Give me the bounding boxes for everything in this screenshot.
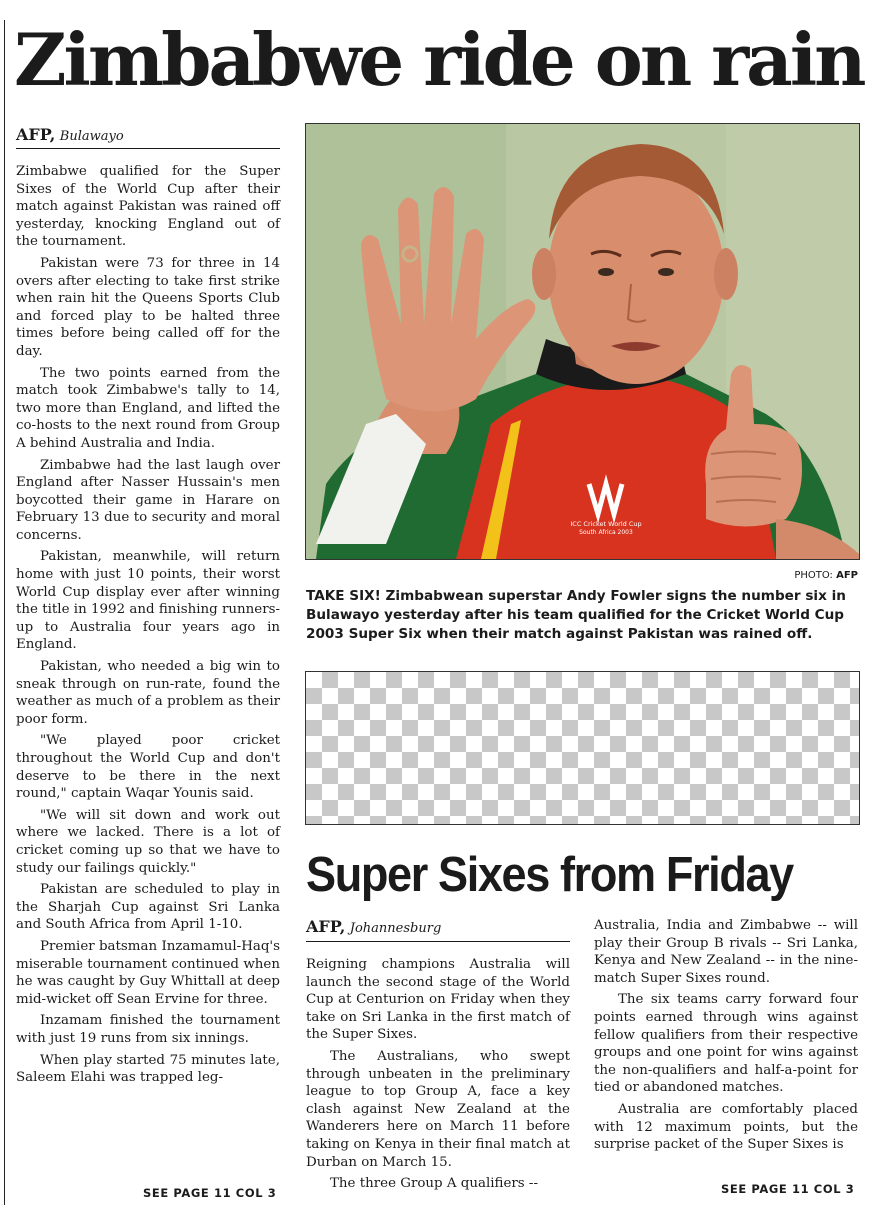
main-paragraph: Zimbabwe qualified for the Super Sixes of the World Cup after their match against Pakistan was rained off yesterday, knocking England out of the tournament. [16,164,280,250]
second-story-column-2 [594,917,858,1177]
news-photo [305,123,860,560]
page-left-rule [4,20,5,1205]
photo-credit-agency: AFP [836,570,858,581]
photo-credit-label: PHOTO: [794,570,833,581]
main-paragraph: Zimbabwe had the last laugh over England after Nasser Hussain's men boycotted their game in Harare on February 13 due to security and moral concerns. [16,457,280,543]
second-byline-rule [306,941,570,942]
second-paragraph: Reigning champions Australia will launch the second stage of the World Cup at Centurion on Friday when they take on Sri Lanka in the first match of the Super Sixes. [306,957,570,1043]
main-paragraph: "We will sit down and work out where we lacked. There is a lot of cricket coming up so that we have to study our failings quickly." [16,807,280,876]
photo-caption: TAKE SIX! Zimbabwean superstar Andy Fowler signs the number six in Bulawayo yesterday after his team qualified for the Cricket World Cup 2003 Super Six when their match against Pakistan was rained off. [306,588,846,642]
image-placeholder [305,671,860,825]
main-paragraph: Pakistan were 73 for three in 14 overs after electing to take first strike when rain hit the Queens Sports Club and forced play to be halted three times before being called off for the day. [16,255,280,359]
main-byline-rule [16,148,280,149]
second-paragraph: The three Group A qualifiers -- [330,1176,538,1192]
second-byline-agency: AFP, [306,917,346,936]
main-byline-location: Bulawayo [59,129,124,144]
main-paragraph: Pakistan, who needed a big win to sneak through on run-rate, found the weather as much of a problem as their poor form. [16,659,280,727]
second-paragraph: Australia are comfortably placed with 12 maximum points, but the surprise packet of the Super Sixes is [594,1101,858,1153]
main-headline: Zimbabwe ride on rain [14,17,864,102]
shirt-logo-line1: ICC Cricket World Cup [570,520,642,528]
main-paragraph: "We played poor cricket throughout the World Cup and don't deserve to be there in the next round," captain Waqar Younis said. [16,733,280,802]
second-paragraph: Australia, India and Zimbabwe -- will play their Group B rivals -- Sri Lanka, Kenya and New Zealand -- in the nine-match Super Sixes round. [594,918,858,986]
main-paragraph: Inzamam finished the tournament with just 19 runs from six innings. [16,1013,280,1046]
main-byline-agency: AFP, [16,125,56,144]
main-story-column [16,163,280,1179]
second-paragraph: The six teams carry forward four points earned through wins against fellow qualifiers from their respective groups and one point for wins against the non-qualifiers and half-a-point for tied or abandoned matches. [594,992,858,1096]
shirt-logo-line2: South Africa 2003 [579,529,633,536]
main-paragraph: The two points earned from the match took Zimbabwe's tally to 14, two more than England, and lifted the co-hosts to the next round from Group A behind Australia and India. [16,365,280,451]
second-paragraph: The Australians, who swept through unbeaten in the preliminary league to top Group A, face a key clash against New Zealand at the Wanderers here on March 11 before taking on Kenya in their final match at Durban on March 15. [306,1048,570,1170]
main-paragraph: Pakistan, meanwhile, will return home with just 10 points, their worst World Cup display ever after winning the title in 1992 and finishing runners-up to Australia four years ago in England. [16,549,280,653]
second-byline [306,917,441,936]
main-paragraph: When play started 75 minutes late, Saleem Elahi was trapped leg- [16,1052,280,1086]
second-byline-location: Johannesburg [349,921,442,936]
main-byline [16,125,124,144]
photo-credit [794,570,858,581]
second-headline: Super Sixes from Friday [306,848,793,902]
cricketer-photo-illustration [306,124,859,559]
main-paragraph: Premier batsman Inzamamul-Haq's miserable tournament continued when he was caught by Guy Whittall at deep mid-wicket off Sean Ervine for three. [16,938,280,1007]
second-story-column-1 [306,956,570,1201]
second-continuation-jump[interactable]: SEE PAGE 11 COL 3 [721,1182,855,1196]
main-paragraph: Pakistan are scheduled to play in the Sharjah Cup against Sri Lanka and South Africa from April 1-10. [16,882,280,933]
main-continuation-jump[interactable]: SEE PAGE 11 COL 3 [143,1186,277,1200]
